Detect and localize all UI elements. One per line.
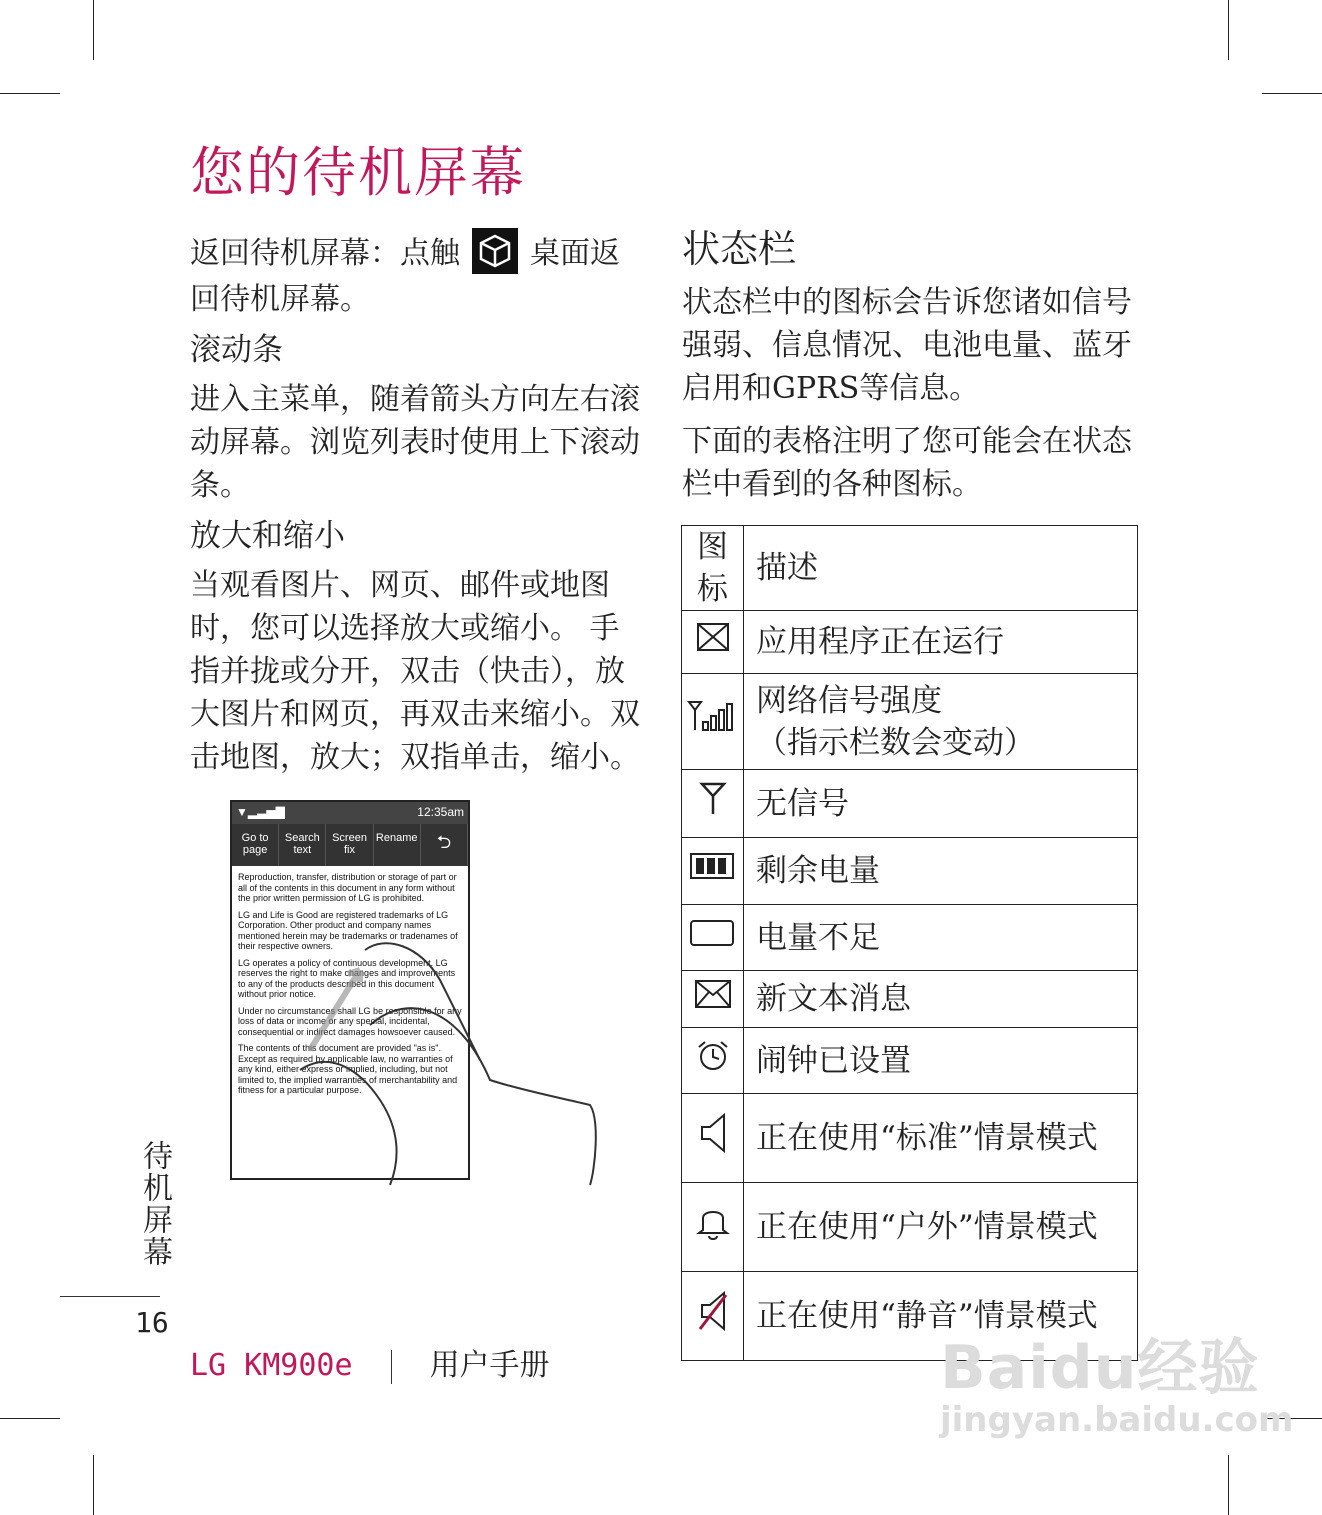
crop-mark bbox=[1228, 0, 1229, 60]
scroll-text: 进入主菜单，随着箭头方向左右滚动屏幕。浏览列表时使用上下滚动条。 bbox=[190, 382, 640, 503]
row-description: 无信号 bbox=[744, 770, 1138, 838]
phone-text: LG and Life is Good are registered trademarks of LG Corporation. Other product and company names mentioned herein may be trademarks or tradenames of their respective owners. bbox=[238, 909, 458, 951]
app-running-icon bbox=[682, 611, 744, 674]
signal-strength-icon: ▼▂▃▅▇ bbox=[236, 805, 285, 819]
row-description: 正在使用“标准”情景模式 bbox=[744, 1094, 1138, 1183]
status-bar-table-intro: 下面的表格注明了您可能会在状态栏中看到的各种图标。 bbox=[682, 424, 1132, 502]
speaker-icon bbox=[682, 1094, 744, 1183]
phone-time: 12:35am bbox=[417, 805, 464, 819]
side-divider bbox=[60, 1296, 160, 1297]
row-description: 应用程序正在运行 bbox=[744, 611, 1138, 674]
row-description-line: 网络信号强度 bbox=[756, 682, 942, 719]
crop-mark bbox=[1262, 93, 1322, 94]
phone-text: Under no circumstances shall LG be responsible for any loss of data or income or any special, incidental, consequential or indirect damages howsoever caused. bbox=[238, 1005, 462, 1037]
table-row bbox=[682, 611, 1138, 674]
watermark bbox=[940, 1320, 1293, 1440]
footer-separator bbox=[391, 1350, 392, 1384]
row-description: 正在使用“户外”情景模式 bbox=[744, 1183, 1138, 1272]
row-description: 剩余电量 bbox=[744, 838, 1138, 905]
back-icon[interactable]: ⮌ bbox=[421, 824, 468, 866]
search-text-button[interactable]: Search text bbox=[279, 824, 326, 866]
crop-mark bbox=[93, 0, 94, 60]
table-row bbox=[682, 1094, 1138, 1183]
zoom-heading: 放大和缩小 bbox=[190, 518, 345, 554]
row-description: 正在使用“静音”情景模式 bbox=[744, 1272, 1138, 1361]
return-standby-text-end: 桌面返回待机屏幕。 bbox=[190, 236, 620, 317]
table-row bbox=[682, 971, 1138, 1028]
row-description-note: （指示栏数会变动） bbox=[756, 724, 1035, 761]
left-column bbox=[190, 232, 648, 787]
crop-mark bbox=[0, 93, 60, 94]
side-section-label: 待机屏幕 bbox=[137, 1140, 172, 1268]
zoom-text: 当观看图片、网页、邮件或地图时，您可以选择放大或缩小。 手指并拢或分开，双击（快击），放大图片和网页，再双击来缩小。双击地图，放大；双指单击，缩小。 bbox=[190, 568, 640, 775]
table-row bbox=[682, 770, 1138, 838]
row-description: 电量不足 bbox=[744, 905, 1138, 971]
signal-strength-icon bbox=[682, 674, 744, 770]
page-title: 您的待机屏幕 bbox=[190, 141, 526, 204]
footer bbox=[190, 1340, 550, 1384]
message-icon bbox=[682, 971, 744, 1028]
rename-button[interactable]: Rename bbox=[374, 824, 421, 866]
status-bar-intro: 状态栏中的图标会告诉您诸如信号强弱、信息情况、电池电量、蓝牙启用和GPRS等信息。 bbox=[682, 285, 1132, 406]
watermark-url: jingyan.baidu.com bbox=[940, 1400, 1294, 1440]
return-standby-text: 返回待机屏幕：点触 bbox=[190, 236, 460, 271]
crop-mark bbox=[93, 1455, 94, 1515]
scroll-heading: 滚动条 bbox=[190, 332, 283, 368]
status-bar-heading: 状态栏 bbox=[682, 227, 797, 271]
phone-text: LG operates a policy of continuous development. LG reserves the right to make changes and improvements to any of the products described in this document without prior notice. bbox=[238, 957, 456, 999]
phone-toolbar bbox=[232, 824, 468, 866]
page-number: 16 bbox=[135, 1306, 169, 1339]
footer-manual: 用户手册 bbox=[429, 1348, 550, 1383]
bell-icon bbox=[682, 1183, 744, 1272]
desktop-cube-icon bbox=[472, 228, 518, 274]
row-description: 新文本消息 bbox=[744, 971, 1138, 1028]
row-description bbox=[744, 674, 1138, 770]
status-icon-table bbox=[681, 525, 1138, 1361]
go-to-page-button[interactable]: Go to page bbox=[232, 824, 279, 866]
hand-gesture-illustration bbox=[290, 930, 600, 1190]
footer-model: LG KM900e bbox=[190, 1348, 353, 1383]
screen-fix-button[interactable]: Screen fix bbox=[326, 824, 373, 866]
icon-column-header: 图标 bbox=[682, 526, 744, 611]
silent-icon bbox=[682, 1272, 744, 1361]
phone-status-bar bbox=[232, 802, 468, 824]
phone-text: Reproduction, transfer, distribution or storage of part or all of the contents in this document in any form without the prior written permission of LG is prohibited. bbox=[238, 872, 457, 903]
crop-mark bbox=[1228, 1455, 1229, 1515]
battery-full-icon bbox=[682, 838, 744, 905]
right-column bbox=[682, 228, 1142, 516]
table-row bbox=[682, 1028, 1138, 1094]
table-header-row bbox=[682, 526, 1138, 611]
battery-empty-icon bbox=[682, 905, 744, 971]
no-signal-icon bbox=[682, 770, 744, 838]
return-standby-paragraph bbox=[190, 232, 648, 321]
table-row bbox=[682, 838, 1138, 905]
crop-mark bbox=[0, 1418, 60, 1419]
table-row bbox=[682, 905, 1138, 971]
phone-text: The contents of this document are provided "as is". Except as required by applicable law, no warranties of any kind, either express or implied, including, but not limited to, the implied warranties of merchantability and fitness for a particular purpose. bbox=[238, 1043, 458, 1095]
description-column-header: 描述 bbox=[744, 526, 1138, 611]
watermark-logo: Baidu经验 bbox=[940, 1333, 1260, 1403]
alarm-icon bbox=[682, 1028, 744, 1094]
table-row bbox=[682, 1183, 1138, 1272]
row-description: 闹钟已设置 bbox=[744, 1028, 1138, 1094]
table-row bbox=[682, 674, 1138, 770]
